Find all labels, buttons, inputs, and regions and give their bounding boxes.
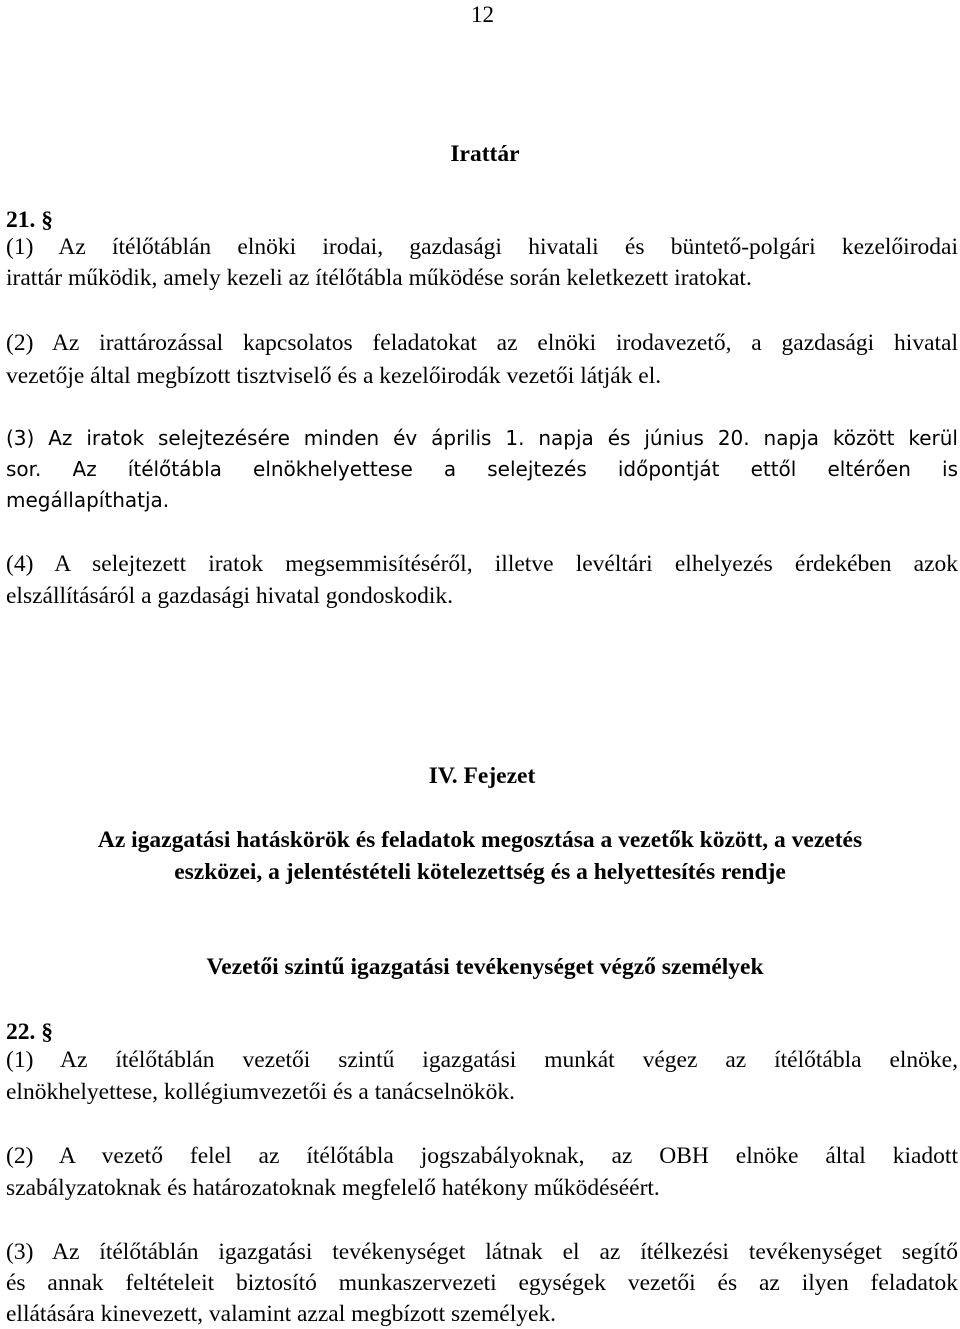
p21-4-line-1: (4) A selejtezett iratok megsemmisítéséről, illetve levéltári elhelyezés érdekében azok (6, 551, 958, 577)
p21-3-line-3: megállapíthatja. (6, 488, 170, 512)
p22-2-line-2: szabályzatoknak és határozatoknak megfelelő hatékony működéséért. (6, 1175, 660, 1201)
p21-3-line-2: sor. Az ítélőtábla elnökhelyettese a selejtezés időpontját ettől eltérően is (6, 457, 958, 481)
chapter-title-line-2: eszközei, a jelentéstételi kötelezettség és a helyettesítés rendje (174, 859, 786, 885)
p21-2-line-2: vezetője által megbízott tisztviselő és a kezelőirodák vezetői látják el. (6, 363, 662, 389)
p22-3-line-3: ellátására kinevezett, valamint azzal megbízott személyek. (6, 1301, 557, 1327)
paragraph-number-21: 21. § (6, 207, 53, 233)
paragraph-number-22: 22. § (6, 1019, 53, 1045)
chapter-number: IV. Fejezet (428, 763, 536, 789)
p22-1-line-1: (1) Az ítélőtáblán vezetői szintű igazgatási munkát végez az ítélőtábla elnöke, (6, 1047, 958, 1073)
p21-2-line-1: (2) Az irattározással kapcsolatos feladatokat az elnöki irodavezető, a gazdasági hivatal (6, 330, 958, 356)
p21-1-line-2: irattár működik, amely kezeli az ítélőtábla működése során keletkezett iratokat. (6, 265, 752, 291)
p22-3-line-1: (3) Az ítélőtáblán igazgatási tevékenységet látnak el az ítélkezési tevékenységet segítő (6, 1239, 958, 1265)
chapter-title-line-1: Az igazgatási hatáskörök és feladatok megosztása a vezetők között, a vezetés (97, 827, 863, 853)
section-heading-vezetoi: Vezetői szintű igazgatási tevékenységet végző személyek (206, 954, 764, 980)
p22-2-line-1: (2) A vezető felel az ítélőtábla jogszabályoknak, az OBH elnöke által kiadott (6, 1143, 958, 1169)
page-number: 12 (471, 2, 494, 27)
section-heading-irattar: Irattár (450, 141, 520, 167)
p21-1-line-1: (1) Az ítélőtáblán elnöki irodai, gazdasági hivatali és büntető-polgári kezelőirodai (6, 234, 958, 260)
p22-1-line-2: elnökhelyettese, kollégiumvezetői és a tanácselnökök. (6, 1079, 515, 1105)
p21-4-line-2: elszállításáról a gazdasági hivatal gondoskodik. (6, 583, 454, 609)
p21-3-line-1: (3) Az iratok selejtezésére minden év április 1. napja és június 20. napja között kerül (6, 426, 958, 450)
p22-3-line-2: és annak feltételeit biztosító munkaszervezeti egységek vezetői és az ilyen feladatok (6, 1270, 958, 1296)
